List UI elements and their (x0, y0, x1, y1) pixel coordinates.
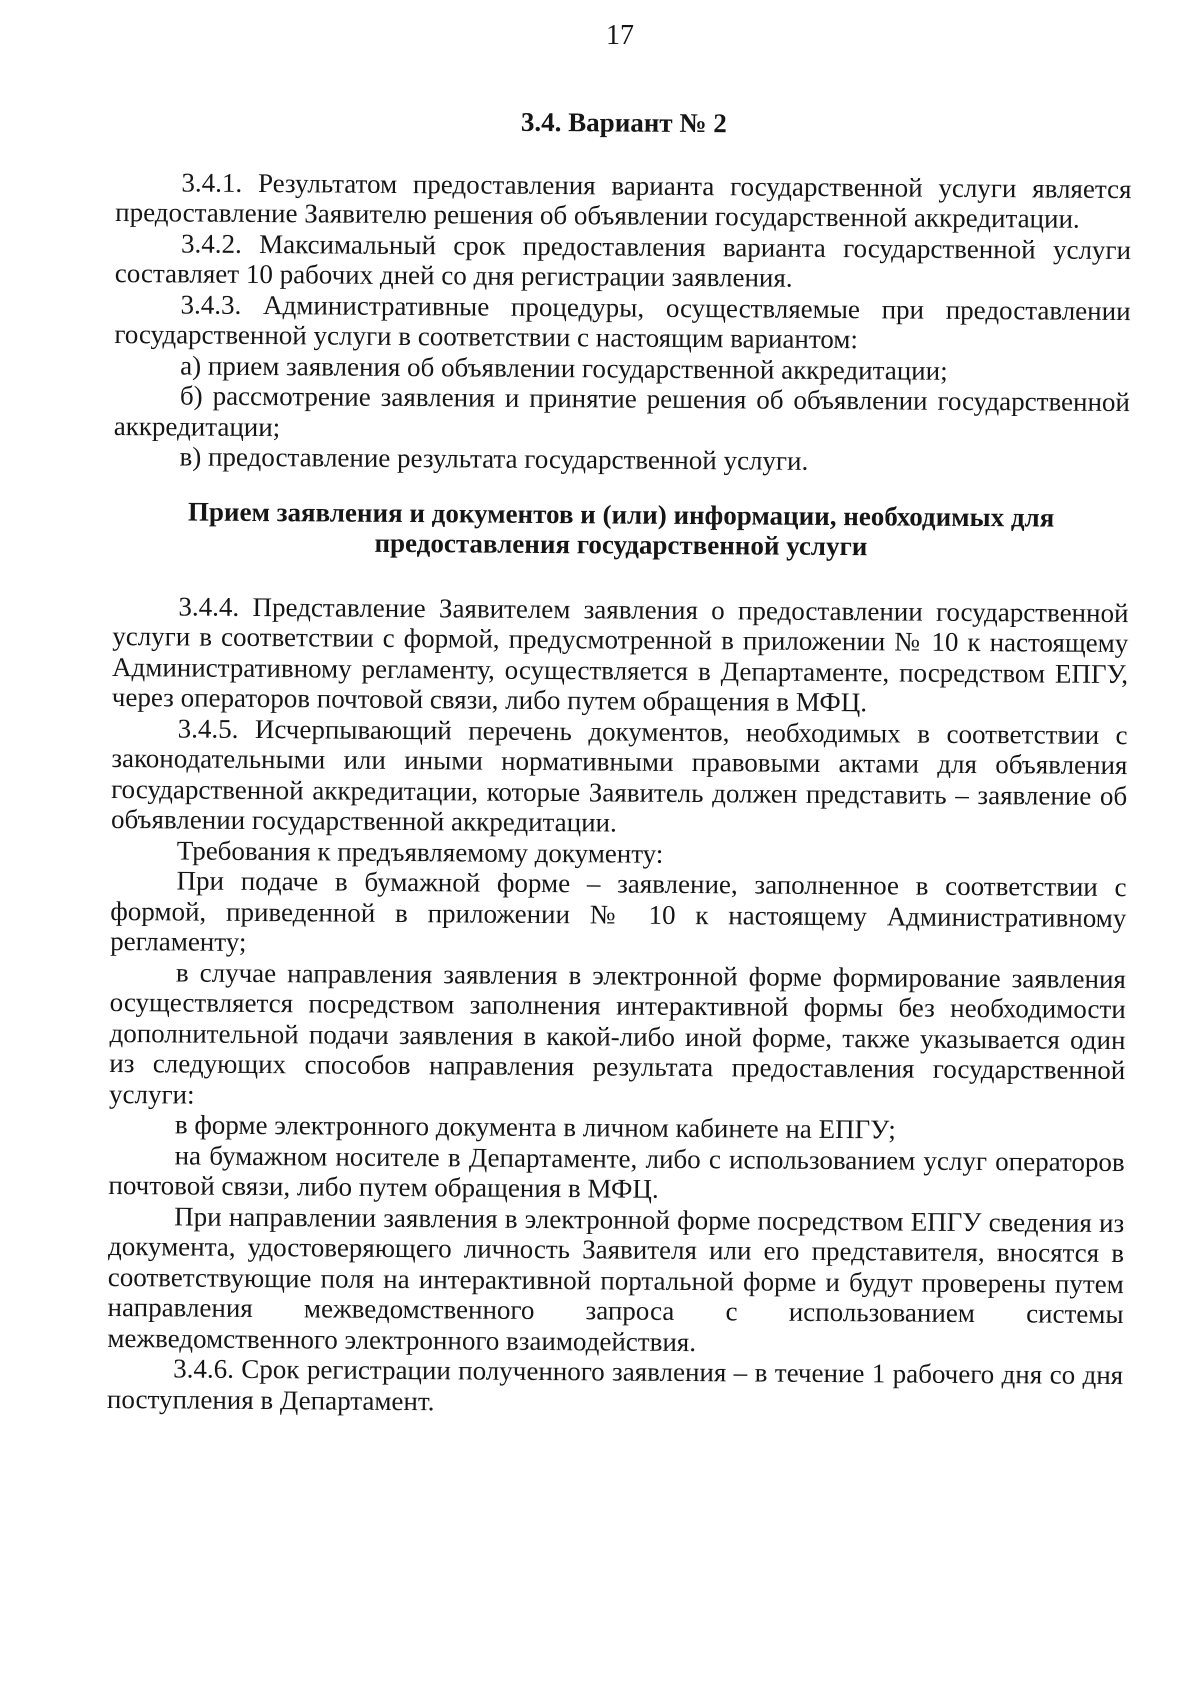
paragraph-paper-carrier: на бумажном носителе в Департаменте, либо с использованием услуг операторов почтовой связи, либо путем обращения в МФЦ. (108, 1139, 1125, 1204)
section-title: 3.4. Вариант № 2 (520, 106, 727, 139)
paragraph-3-4-3: 3.4.3. Административные процедуры, осуществляемые при предоставлении государственной услуги в соответствии с настоящим вариантом: (114, 288, 1131, 355)
list-item-b: б) рассмотрение заявления и принятие решения об объявлении государственной аккредитации; (113, 380, 1131, 442)
paragraph-3-4-4: 3.4.4. Представление Заявителем заявления о предоставлении государственной услуги в соответствии с формой, предусмотренной в приложении № 10 к настоящему Административному регламенту, осуществляется в Департаменте, посредством ЕПГУ, через операторов почтовой связи, либо путем обращения в МФЦ. (111, 590, 1129, 718)
paragraph-3-4-2: 3.4.2. Максимальный срок предоставления варианта государственной услуги составляет 10 рабочих дней со дня регистрации заявления. (114, 227, 1132, 293)
paragraph-paper-form: При подаче в бумажной форме – заявление, заполненное в соответствии с формой, приведенной в приложении № 10 к настоящему Административному регламенту; (110, 865, 1127, 957)
paragraph-3-4-6: 3.4.6. Срок регистрации полученного заявления – в течение 1 рабочего дня со дня поступления в Департамент. (106, 1353, 1124, 1416)
subheading: Прием заявления и документов и (или) информации, необходимых для предоставления государственной услуги (187, 496, 1055, 562)
list-item-v: в) предоставление результата государственной услуги. (179, 441, 809, 476)
list-item-a: а) прием заявления об объявлении государственной аккредитации; (180, 349, 948, 386)
paragraph-3-4-5: 3.4.5. Исчерпывающий перечень документов, необходимых в соответствии с законодательными или иными нормативными правовыми актами для объявления государственной аккредитации, которые Заявитель должен представить – заявление об объявлении государственной аккредитации. (110, 712, 1128, 838)
document-body (107, 104, 1132, 1421)
page-number: 17 (606, 20, 634, 51)
paragraph-requirements: Требования к предъявляемому документу: (176, 834, 664, 869)
paragraph-3-4-1: 3.4.1. Результатом предоставления варианта государственной услуги является предоставление Заявителю решения об объявлении государственной аккредитации. (115, 166, 1132, 234)
paragraph-electronic-form: в случае направления заявления в электронной форме формирование заявления осуществляется посредством заполнения интерактивной формы без необходимости дополнительной подачи заявления в какой-либо иной форме, также указывается один из следующих способов направления результата предоставления государственной услуги: (108, 956, 1127, 1110)
paragraph-epgu-details: При направлении заявления в электронной форме посредством ЕПГУ сведения из документа, удостоверяющего личность Заявителя или его представителя, вносятся в соответствующие поля на интерактивной портальной форме и будут проверены путем направления межведомственного запроса с использованием системы межведомственного электронного взаимодействия. (107, 1200, 1125, 1357)
paragraph-electronic-document: в форме электронного документа в личном кабинете на ЕПГУ; (174, 1109, 896, 1145)
